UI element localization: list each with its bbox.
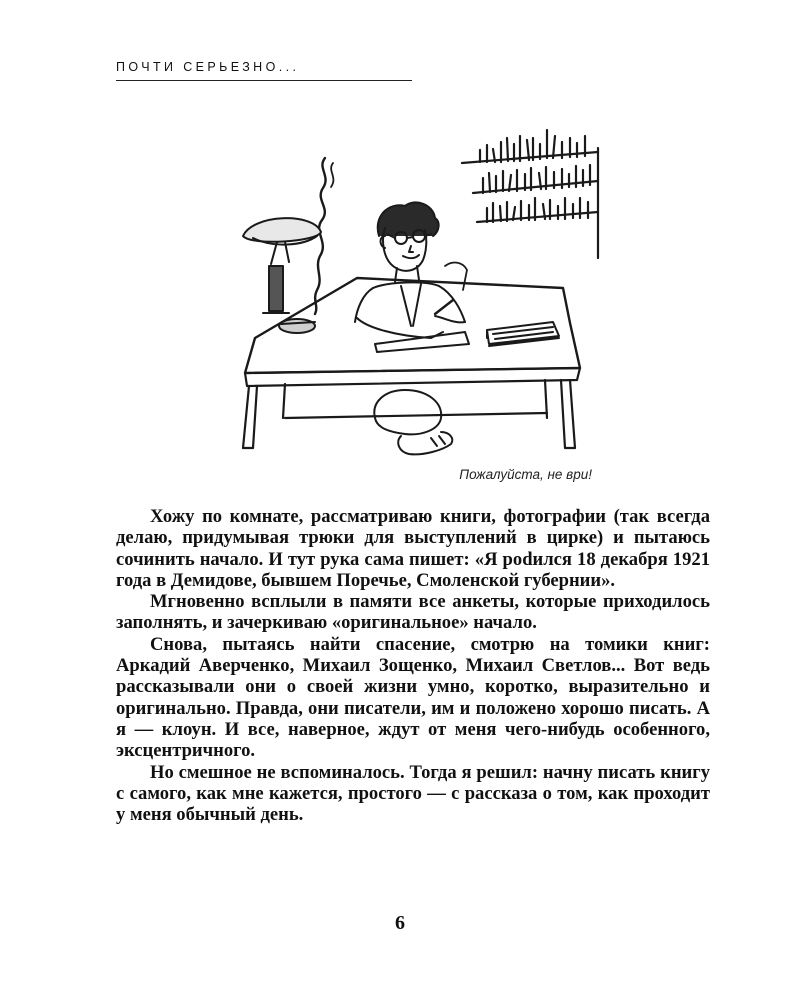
paper bbox=[375, 332, 469, 352]
running-head: ПОЧТИ СЕРЬЕЗНО... bbox=[116, 60, 300, 74]
illustration-caption: Пожалуйста, не ври! bbox=[459, 467, 592, 482]
paragraph: Хожу по комнате, рассматриваю книги, фотографии (так всегда делаю, придумывая трюки для выступлений в цирке) и пытаюсь сочинить начало. И тут рука сама пишет: «Я роdился 18 декабря 1921 года в Демидове, бывшем Поречье, Смоленской губернии». bbox=[116, 506, 710, 591]
paragraph: Но смешное не вспоминалось. Тогда я решил: начну писать книгу с самого, как мне кажется, простого — с рассказа о том, как проходит у меня обычный день. bbox=[116, 761, 710, 826]
desk-lamp bbox=[243, 218, 321, 313]
illustration bbox=[225, 118, 610, 458]
paragraph: Снова, пытаясь найти спасение, смотрю на томики книг: Аркадий Аверченко, Михаил Зощенко, Михаил Светлов... Вот ведь рассказывали они о своей жизни умно, коротко, выразительно и оригинально. Правда, они писатели, им и положено хорошо писать. А я — клоун. И все, наверное, ждут от меня чего-нибудь особенного, эксцентричного. bbox=[116, 633, 710, 762]
page-number: 6 bbox=[395, 912, 405, 934]
body-text bbox=[116, 506, 710, 825]
running-head-rule bbox=[116, 80, 412, 81]
bookshelves bbox=[462, 130, 598, 258]
paragraph: Мгновенно всплыли в памяти все анкеты, которые приходилось заполнять, и зачеркиваю «оригинальное» начало. bbox=[116, 591, 710, 634]
